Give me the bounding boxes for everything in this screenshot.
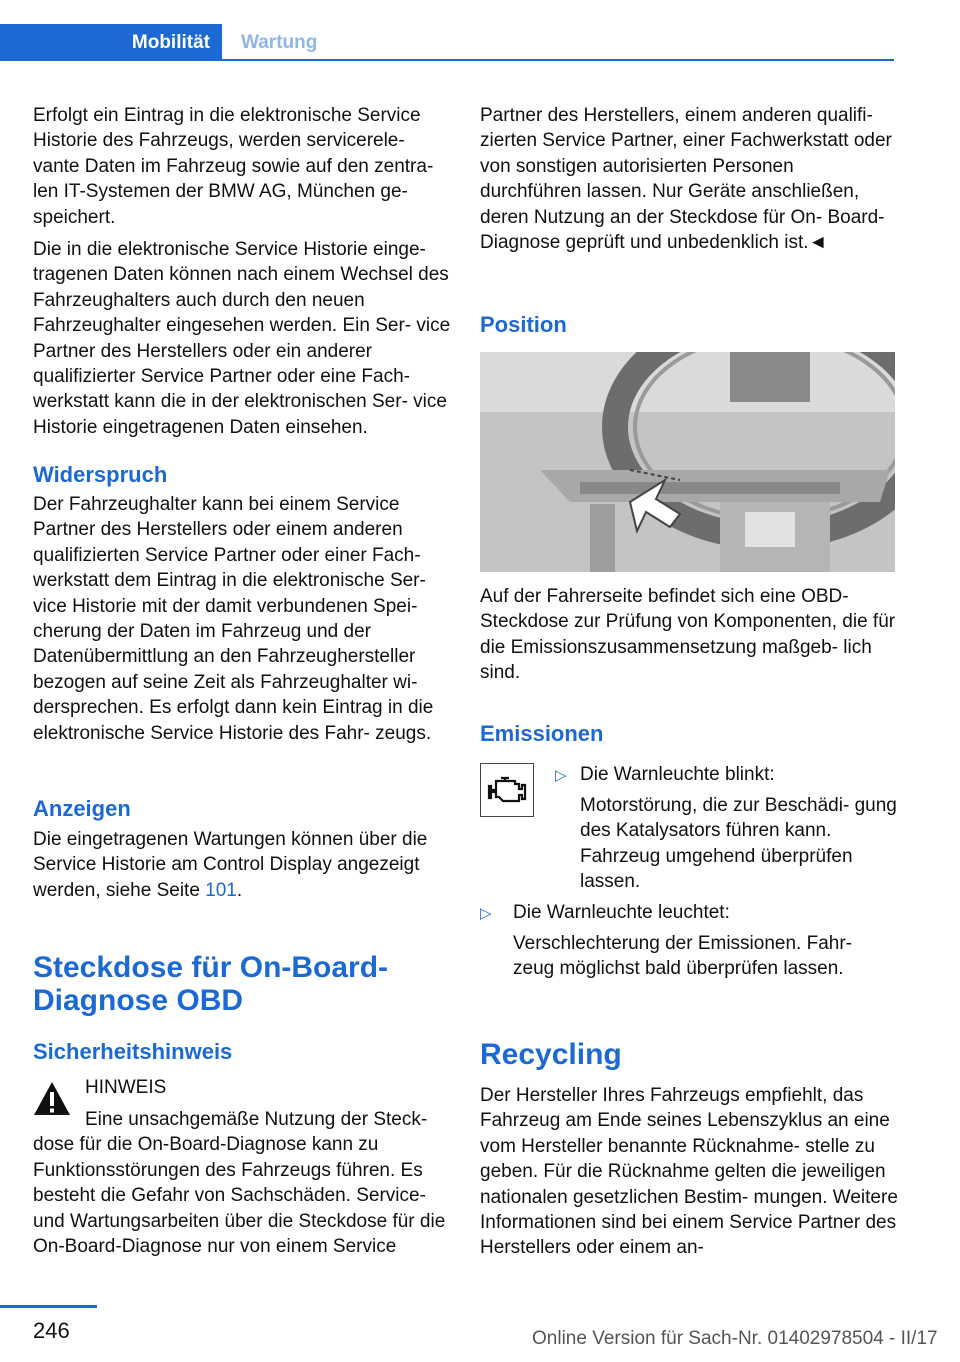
left-p4 [33,827,453,903]
heading-widerspruch: Widerspruch [33,462,168,487]
bullet-2-text: Verschlechterung der Emissionen. Fahr‐ zeug möglichst bald überprüfen lassen. [513,933,852,980]
heading-position: Position [480,312,567,337]
bullet-1-icon: ▷ [555,767,567,784]
tab-wartung[interactable]: Wartung [241,32,318,53]
bullet-2-icon: ▷ [480,905,492,922]
hinweis-text: Eine unsachgemäße Nutzung der Steck‐ dose für die On-Board-Diagnose kann zu Funktionsstörungen des Fahrzeugs führen. Es besteht die Gefahr von Sachschäden. Service- und Wartungsarbeiten über die Steckdose für die On-Board-Diagnose nur von einem Service [33,1109,446,1258]
left-p1: Erfolgt ein Eintrag in die elektronische Service Historie des Fahrzeugs, werden servicerele‐ vante Daten im Fahrzeug sowie auf den zentra‐ len IT-Systemen der BMW AG, München ge‐ speichert. [33,105,434,228]
heading-recycling: Recycling [480,1038,622,1071]
online-version-note: Online Version für Sach-Nr. 01402978504 - II/17 [532,1328,938,1349]
heading-steckdose-line1: Steckdose für On-Board- [33,951,389,984]
left-p4-text: Die eingetragenen Wartungen können über die Service Historie am Control Display angezeigt werden, siehe Seite [33,829,428,901]
right-p2: Auf der Fahrerseite befindet sich eine OBD- Steckdose zur Prüfung von Komponenten, die für die Emissionszusammensetzung maßgeb‐ lich sind. [480,586,896,684]
left-p2: Die in die elektronische Service Historie einge‐ tragenen Daten können nach einem Wechsel des Fahrzeughalters auch durch den neuen Fahrzeughalter eingesehen werden. Ein Ser‐ vice Partner des Herstellers oder ein anderer qualifizierter Service Partner oder eine Fach‐ werkstatt kann die in der elektronischen Ser‐ vice Historie eingetragenen Daten einsehen. [33,239,451,438]
engine-warning-icon [480,763,534,817]
heading-emissionen: Emissionen [480,721,604,746]
bullet-2-title: Die Warnleuchte leuchtet: [513,902,730,923]
tab-mobilitaet[interactable]: Mobilität [0,24,222,60]
obd-position-photo [480,352,895,572]
footer-rule [0,1305,97,1308]
heading-steckdose-line2: Diagnose OBD [33,984,244,1017]
page-link-101[interactable]: 101 [205,879,237,901]
header-rule [0,59,894,61]
hinweis-label: HINWEIS [85,1077,167,1098]
heading-sicherheitshinweis: Sicherheitshinweis [33,1039,233,1064]
heading-anzeigen: Anzeigen [33,796,131,821]
left-p3: Der Fahrzeughalter kann bei einem Service Partner des Herstellers oder einem anderen qualifizierten Service Partner oder einer Fach‐ werkstatt dem Eintrag in die elektronische Ser‐ vice Historie mit der damit verbundenen Spei‐ cherung der Daten im Fahrzeug und der Datenübermittlung an den Fahrzeughersteller bezogen auf seine Zeit als Fahrzeughalter wi‐ dersprechen. Es erfolgt dann kein Eintrag in die elektronische Service Historie des Fahr‐ zeugs. [33,494,434,744]
bullet-1-title: Die Warnleuchte blinkt: [580,764,775,785]
page-number: 246 [33,1318,70,1343]
header-bar [0,24,894,61]
right-p1: Partner des Herstellers, einem anderen qualifi‐ zierten Service Partner, einer Fachwerkstatt oder von sonstigen autorisierten Personen durchführen lassen. Nur Geräte anschließen, deren Nutzung an der Steckdose für On- Board-Diagnose geprüft und unbedenklich ist.◄ [480,105,892,254]
bullet-1-text: Motorstörung, die zur Beschädi‐ gung des Katalysators führen kann. Fahrzeug umgehend überprüfen lassen. [580,795,897,893]
left-p4-end: . [236,879,243,901]
right-p3: Der Hersteller Ihres Fahrzeugs empfiehlt, das Fahrzeug am Ende seines Lebenszyklus an eine vom Hersteller benannte Rücknahme‐ stelle zu geben. Für die Rücknahme gelten die jeweiligen nationalen gesetzlichen Bestim‐ mungen. Weitere Informationen sind bei einem Service Partner des Herstellers oder einem an‐ [480,1085,898,1259]
